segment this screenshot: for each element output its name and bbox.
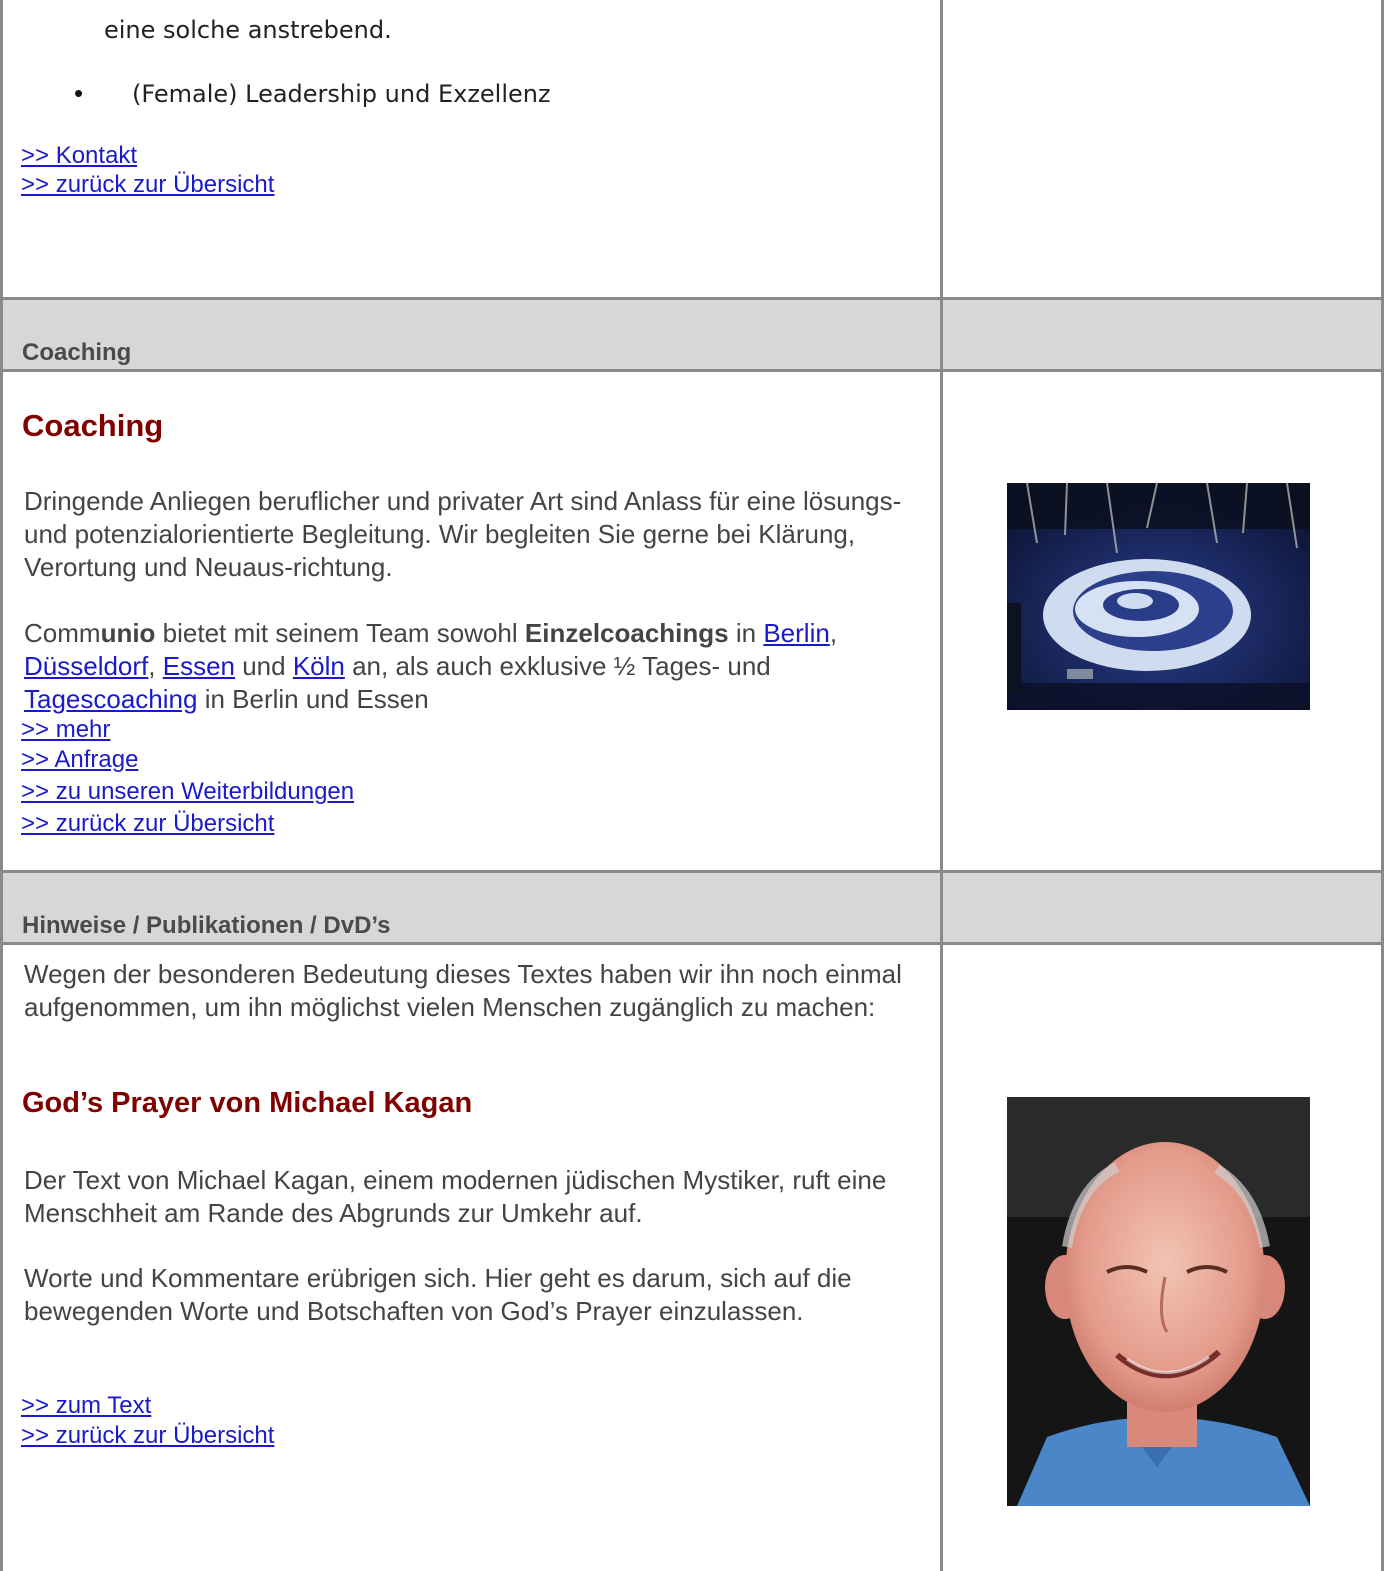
weiterbildungen-link[interactable]: >> zu unseren Weiterbildungen [21, 778, 355, 805]
spiral-illustration [1007, 483, 1310, 710]
brand-unio: unio [100, 618, 156, 648]
publications-intro-text: Wegen der besonderen Bedeutung dieses Textes haben wir ihn noch einmal aufgenommen, um ihn möglichst vielen Menschen zugänglich zu machen: [24, 959, 902, 1022]
intro-line: eine solche anstrebend. [104, 16, 392, 44]
koeln-link[interactable]: Köln [292, 651, 345, 681]
publications-paragraph-1-text: Der Text von Michael Kagan, einem modernen jüdischen Mystiker, ruft eine Menschheit am Rande des Abgrunds zur Umkehr auf. [24, 1165, 887, 1228]
text-segment: , [148, 651, 163, 681]
bullet-icon: • [74, 78, 84, 108]
coaching-header-bg [3, 300, 940, 369]
publications-intro [24, 958, 924, 1024]
back-to-overview-link[interactable]: >> zurück zur Übersicht [21, 171, 275, 198]
coaching-header-bg-right [943, 300, 1381, 369]
spiral-photo [1007, 483, 1310, 710]
publications-header: Hinweise / Publikationen / DvD’s [22, 912, 391, 939]
duesseldorf-link[interactable]: Düsseldorf [24, 651, 149, 681]
publications-paragraph-1 [24, 1164, 924, 1230]
text-segment: in [728, 618, 764, 648]
coaching-paragraph-1-text: Dringende Anliegen beruflicher und privater Art sind Anlass für eine lösungs- und potenzialorientierte Begleitung. Wir begleiten Sie gerne bei Klärung, Verortung und Neuaus-richtung. [24, 486, 902, 582]
table-column-divider [940, 0, 943, 1571]
berlin-link[interactable]: Berlin [763, 618, 830, 648]
brand-comm: Comm [24, 618, 101, 648]
publications-header-bg-right [943, 873, 1381, 942]
coaching-paragraph-2 [24, 617, 924, 716]
zum-text-link[interactable]: >> zum Text [21, 1392, 152, 1419]
back-to-overview-link[interactable]: >> zurück zur Übersicht [21, 810, 275, 837]
michael-kagan-portrait [1007, 1097, 1310, 1506]
table-border-left [0, 0, 3, 1571]
text-segment: an, als auch exklusive ½ Tages- und [344, 651, 771, 681]
coaching-header: Coaching [22, 339, 132, 366]
row-divider [0, 369, 1384, 372]
gods-prayer-title: God’s Prayer von Michael Kagan [22, 1087, 473, 1119]
coaching-paragraph-1 [24, 485, 924, 584]
essen-link[interactable]: Essen [162, 651, 235, 681]
tagescoaching-link[interactable]: Tagescoaching [24, 684, 198, 714]
anfrage-link[interactable]: >> Anfrage [21, 746, 139, 773]
mehr-link[interactable]: >> mehr [21, 716, 111, 743]
coaching-title: Coaching [22, 408, 164, 443]
text-segment: und [235, 651, 293, 681]
row-divider [0, 942, 1384, 945]
bullet-text: (Female) Leadership und Exzellenz [132, 80, 551, 108]
publications-paragraph-2 [24, 1262, 924, 1328]
table-border-right [1381, 0, 1384, 1571]
text-segment: , [829, 618, 838, 648]
kontakt-link[interactable]: >> Kontakt [21, 142, 138, 169]
text-segment: in Berlin und Essen [197, 684, 429, 714]
text-segment: bietet mit seinem Team sowohl [155, 618, 525, 648]
publications-paragraph-2-text: Worte und Kommentare erübrigen sich. Hier geht es darum, sich auf die bewegenden Worte und Botschaften von God’s Prayer einzulassen. [24, 1263, 852, 1326]
portrait-illustration [1007, 1097, 1310, 1506]
back-to-overview-link[interactable]: >> zurück zur Übersicht [21, 1422, 275, 1449]
einzelcoachings-label: Einzelcoachings [524, 618, 729, 648]
